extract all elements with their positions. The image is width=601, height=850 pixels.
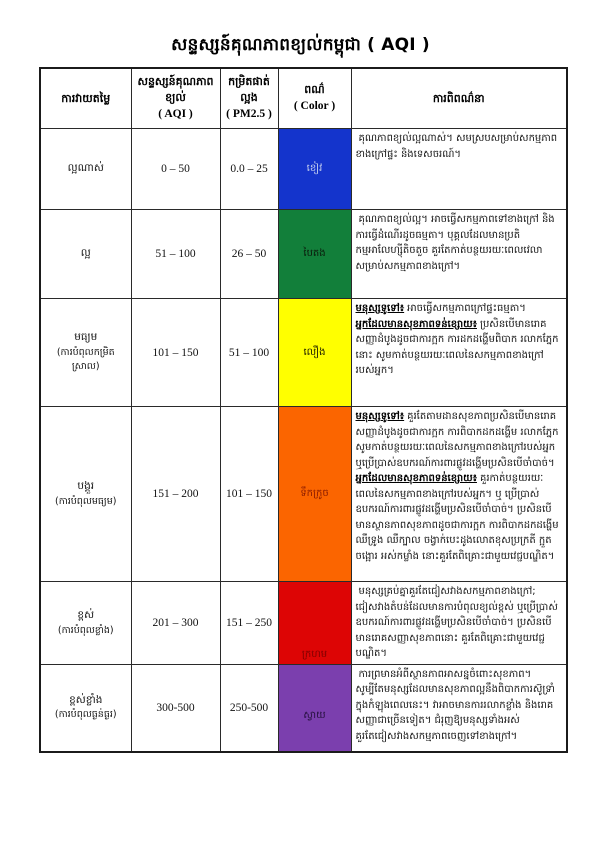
color-swatch-blue bbox=[279, 129, 351, 209]
description-paragraph bbox=[356, 131, 563, 162]
color-swatch-cell bbox=[278, 664, 351, 752]
aqi-range-cell: 101 – 150 bbox=[131, 299, 220, 407]
rating-cell bbox=[40, 664, 131, 752]
rating-cell bbox=[40, 129, 131, 210]
pm25-range-cell: 51 – 100 bbox=[220, 299, 278, 407]
header-color bbox=[278, 68, 351, 129]
color-name-label: ស្វាយ bbox=[303, 709, 326, 721]
pm25-range-cell: 101 – 150 bbox=[220, 407, 278, 582]
description-paragraph bbox=[356, 584, 563, 662]
rating-cell bbox=[40, 407, 131, 582]
description-body: គុណភាពខ្យល់ល្អណាស់។ សមស្របសម្រាប់សកម្មភាពខាងក្រៅផ្ទះ និងទេសចរណ៍។ bbox=[355, 133, 558, 160]
pm25-range-cell: 250-500 bbox=[220, 664, 278, 752]
description-body: គុណភាពខ្យល់ល្អ។ អាចធ្វើសកម្មភាពទៅខាងក្រៅ និងការធ្វើដំណើរដូចធម្មតា។ បុគ្គលដែលមានប្រតិកម្មអាលែហ្ស៊ីតិចតួច គួរតែកាត់បន្ថយរយៈពេលវេលាសម្រាប់សកម្មភាពខាងក្រៅ។ bbox=[355, 214, 555, 272]
color-swatch-cell bbox=[278, 299, 351, 407]
description-lead: មនុស្សទូទៅ៖ bbox=[355, 411, 405, 422]
rating-label: ខ្ពស់ខ្លាំង bbox=[69, 693, 103, 706]
description-paragraph bbox=[356, 667, 563, 745]
header-aqi-latin: ( AQI ) bbox=[158, 108, 193, 121]
description-body: គួរកាត់បន្ថយរយៈពេលនៃសកម្មភាពខាងក្រៅរបស់អ្នក។ ឬ ប្រើប្រាស់ឧបករណ៍ការពារផ្លូវដង្ហើមប្រសិនបើចាំបាច់។ ប្រសិនបើមានស្ថានភាពសុខភាពដូចជាការក្អក ការពិបាកដកដង្ហើម ឈឺទ្រូង ឈឺក្បាល ចង្វាក់បេះដូងលោតខុសប្រក្រតី ក្អួតចង្អោរ អស់កម្លាំង នោះគួរតែពិគ្រោះជាមួយវេជ្ជបណ្ឌិត។ bbox=[355, 473, 559, 562]
rating-label: ល្អណាស់ bbox=[67, 162, 104, 175]
description-paragraph bbox=[356, 212, 563, 274]
color-name-label: លឿង bbox=[303, 346, 326, 358]
description-cell bbox=[351, 210, 567, 299]
header-pm25 bbox=[220, 68, 278, 129]
color-swatch-orange bbox=[279, 407, 351, 581]
header-rating: ការវាយតម្លៃ bbox=[40, 68, 131, 129]
description-lead: អ្នកដែលមានសុខភាពទន់ខ្សោយ៖ bbox=[355, 318, 477, 330]
rating-cell bbox=[40, 299, 131, 407]
description-lead: អ្នកដែលមានសុខភាពទន់ខ្សោយ៖ bbox=[355, 473, 477, 484]
aqi-range-cell: 0 – 50 bbox=[131, 129, 220, 210]
color-name-label: បៃតង bbox=[303, 248, 326, 259]
header-color-khmer: ពណ៌ bbox=[304, 83, 325, 97]
color-name-label: ខៀវ bbox=[306, 163, 323, 174]
color-swatch-cell bbox=[278, 210, 351, 299]
description-lead: មនុស្សទូទៅ៖ bbox=[355, 303, 405, 314]
header-aqi-khmer: សន្ទស្សន៍គុណភាពខ្យល់ bbox=[137, 75, 214, 105]
header-pm25-latin: ( PM2.5 ) bbox=[226, 108, 272, 121]
table-row bbox=[40, 210, 567, 299]
description-paragraph bbox=[356, 409, 563, 471]
description-cell bbox=[351, 407, 567, 582]
rating-label: ខ្ពស់ bbox=[77, 608, 95, 621]
header-color-latin: ( Color ) bbox=[293, 100, 336, 113]
pm25-range-cell: 0.0 – 25 bbox=[220, 129, 278, 210]
rating-sublabel: (ការបំពុលខ្លាំង) bbox=[57, 624, 114, 636]
aqi-range-cell: 300-500 bbox=[131, 664, 220, 752]
header-aqi bbox=[131, 68, 220, 129]
color-name-label: ក្រហម bbox=[301, 648, 328, 660]
pm25-range-cell: 151 – 250 bbox=[220, 582, 278, 665]
aqi-range-cell: 151 – 200 bbox=[131, 407, 220, 582]
color-swatch-cell bbox=[278, 129, 351, 210]
description-paragraph bbox=[356, 317, 563, 379]
page-title: សន្ទស្សន៍គុណភាពខ្យល់កម្ពុជា ( AQI ) bbox=[171, 35, 430, 55]
description-paragraph bbox=[356, 301, 563, 317]
description-body: មនុស្សគ្រប់គ្នាគួរតែជៀសវាងសកម្មភាពខាងក្រៅ; ជៀសវាងតំបន់ដែលមានការបំពុលខ្យល់ខ្ពស់ ឬប្រើប្រាស់ឧបករណ៍ការពារផ្លូវដង្ហើមប្រសិនបើចាំបាច់។ ប្រសិនបើមានរោគសញ្ញាសុខភាពនោះ គួរតែពិគ្រោះជាមួយវេជ្ជបណ្ឌិត។ bbox=[355, 586, 558, 659]
color-swatch-purple bbox=[279, 665, 351, 751]
table-row bbox=[40, 582, 567, 665]
description-paragraph bbox=[356, 471, 563, 564]
color-swatch-yellow bbox=[279, 299, 351, 406]
description-body: ប្រសិនបើមានរោគសញ្ញាដំបូងដូចជាការក្អក ការដកដង្ហើមពិបាក រលាកភ្នែកនោះ សូមកាត់បន្ថយរយៈពេលនៃសកម្មភាពខាងក្រៅរបស់អ្នក។ bbox=[355, 318, 559, 376]
rating-sublabel: (ការបំពុលកម្រិតស្រាល) bbox=[56, 347, 115, 373]
description-cell bbox=[351, 299, 567, 407]
description-body: គួរតែតាមដានសុខភាពប្រសិនបើមានរោគសញ្ញាដំបូងដូចជាការក្អក ការពិបាកដកដង្ហើម រលាកភ្នែក សូមកាត់បន្ថយរយៈពេលនៃសកម្មភាពខាងក្រៅរបស់អ្នក ឬប្រើប្រាស់ឧបករណ៍ការពារផ្លូវដង្ហើមប្រសិនបើចាំបាច់។ bbox=[355, 411, 559, 469]
color-swatch-red bbox=[279, 582, 351, 664]
description-cell bbox=[351, 582, 567, 665]
color-swatch-cell bbox=[278, 407, 351, 582]
table-header-row bbox=[40, 68, 567, 129]
header-pm25-khmer: កម្រិតផាត់ល្អង bbox=[228, 75, 270, 105]
rating-cell bbox=[40, 210, 131, 299]
aqi-range-cell: 201 – 300 bbox=[131, 582, 220, 665]
table-row bbox=[40, 407, 567, 582]
table-row bbox=[40, 129, 567, 210]
color-name-label: ទឹកក្រូច bbox=[300, 488, 329, 499]
aqi-range-cell: 51 – 100 bbox=[131, 210, 220, 299]
description-body: ការព្រមានអំពីស្ថានភាពអាសន្នចំពោះសុខភាព។ សូម្បីតែមនុស្សដែលមានសុខភាពល្អនឹងពិបាកការស៊ូទ្រាំក្នុងកំឡុងពេលនេះ។ វាអាចមានការរលាកខ្លាំង និងរោគសញ្ញាជាច្រើនទៀត។ ជំរុញឱ្យមនុស្សទាំងអស់គួរតែជៀសវាងសកម្មភាពចេញទៅខាងក្រៅ។ bbox=[355, 668, 555, 742]
rating-sublabel: (ការបំពុលធ្ងន់ធ្ងរ) bbox=[54, 709, 117, 721]
rating-cell bbox=[40, 582, 131, 665]
description-cell bbox=[351, 664, 567, 752]
table-row bbox=[40, 664, 567, 752]
color-swatch-cell bbox=[278, 582, 351, 665]
rating-label: ល្អ bbox=[80, 247, 91, 260]
aqi-table bbox=[39, 67, 568, 753]
header-description: ការពិពណ៌នា bbox=[351, 68, 567, 129]
table-row bbox=[40, 299, 567, 407]
rating-sublabel: (ការបំពុលមធ្យម) bbox=[55, 495, 117, 507]
description-body: អាចធ្វើសកម្មភាពក្រៅផ្ទះធម្មតា។ bbox=[407, 303, 526, 314]
rating-label: មធ្យម bbox=[74, 331, 98, 344]
rating-label: បង្គួរ bbox=[77, 480, 95, 492]
description-cell bbox=[351, 129, 567, 210]
pm25-range-cell: 26 – 50 bbox=[220, 210, 278, 299]
color-swatch-green bbox=[279, 210, 351, 298]
